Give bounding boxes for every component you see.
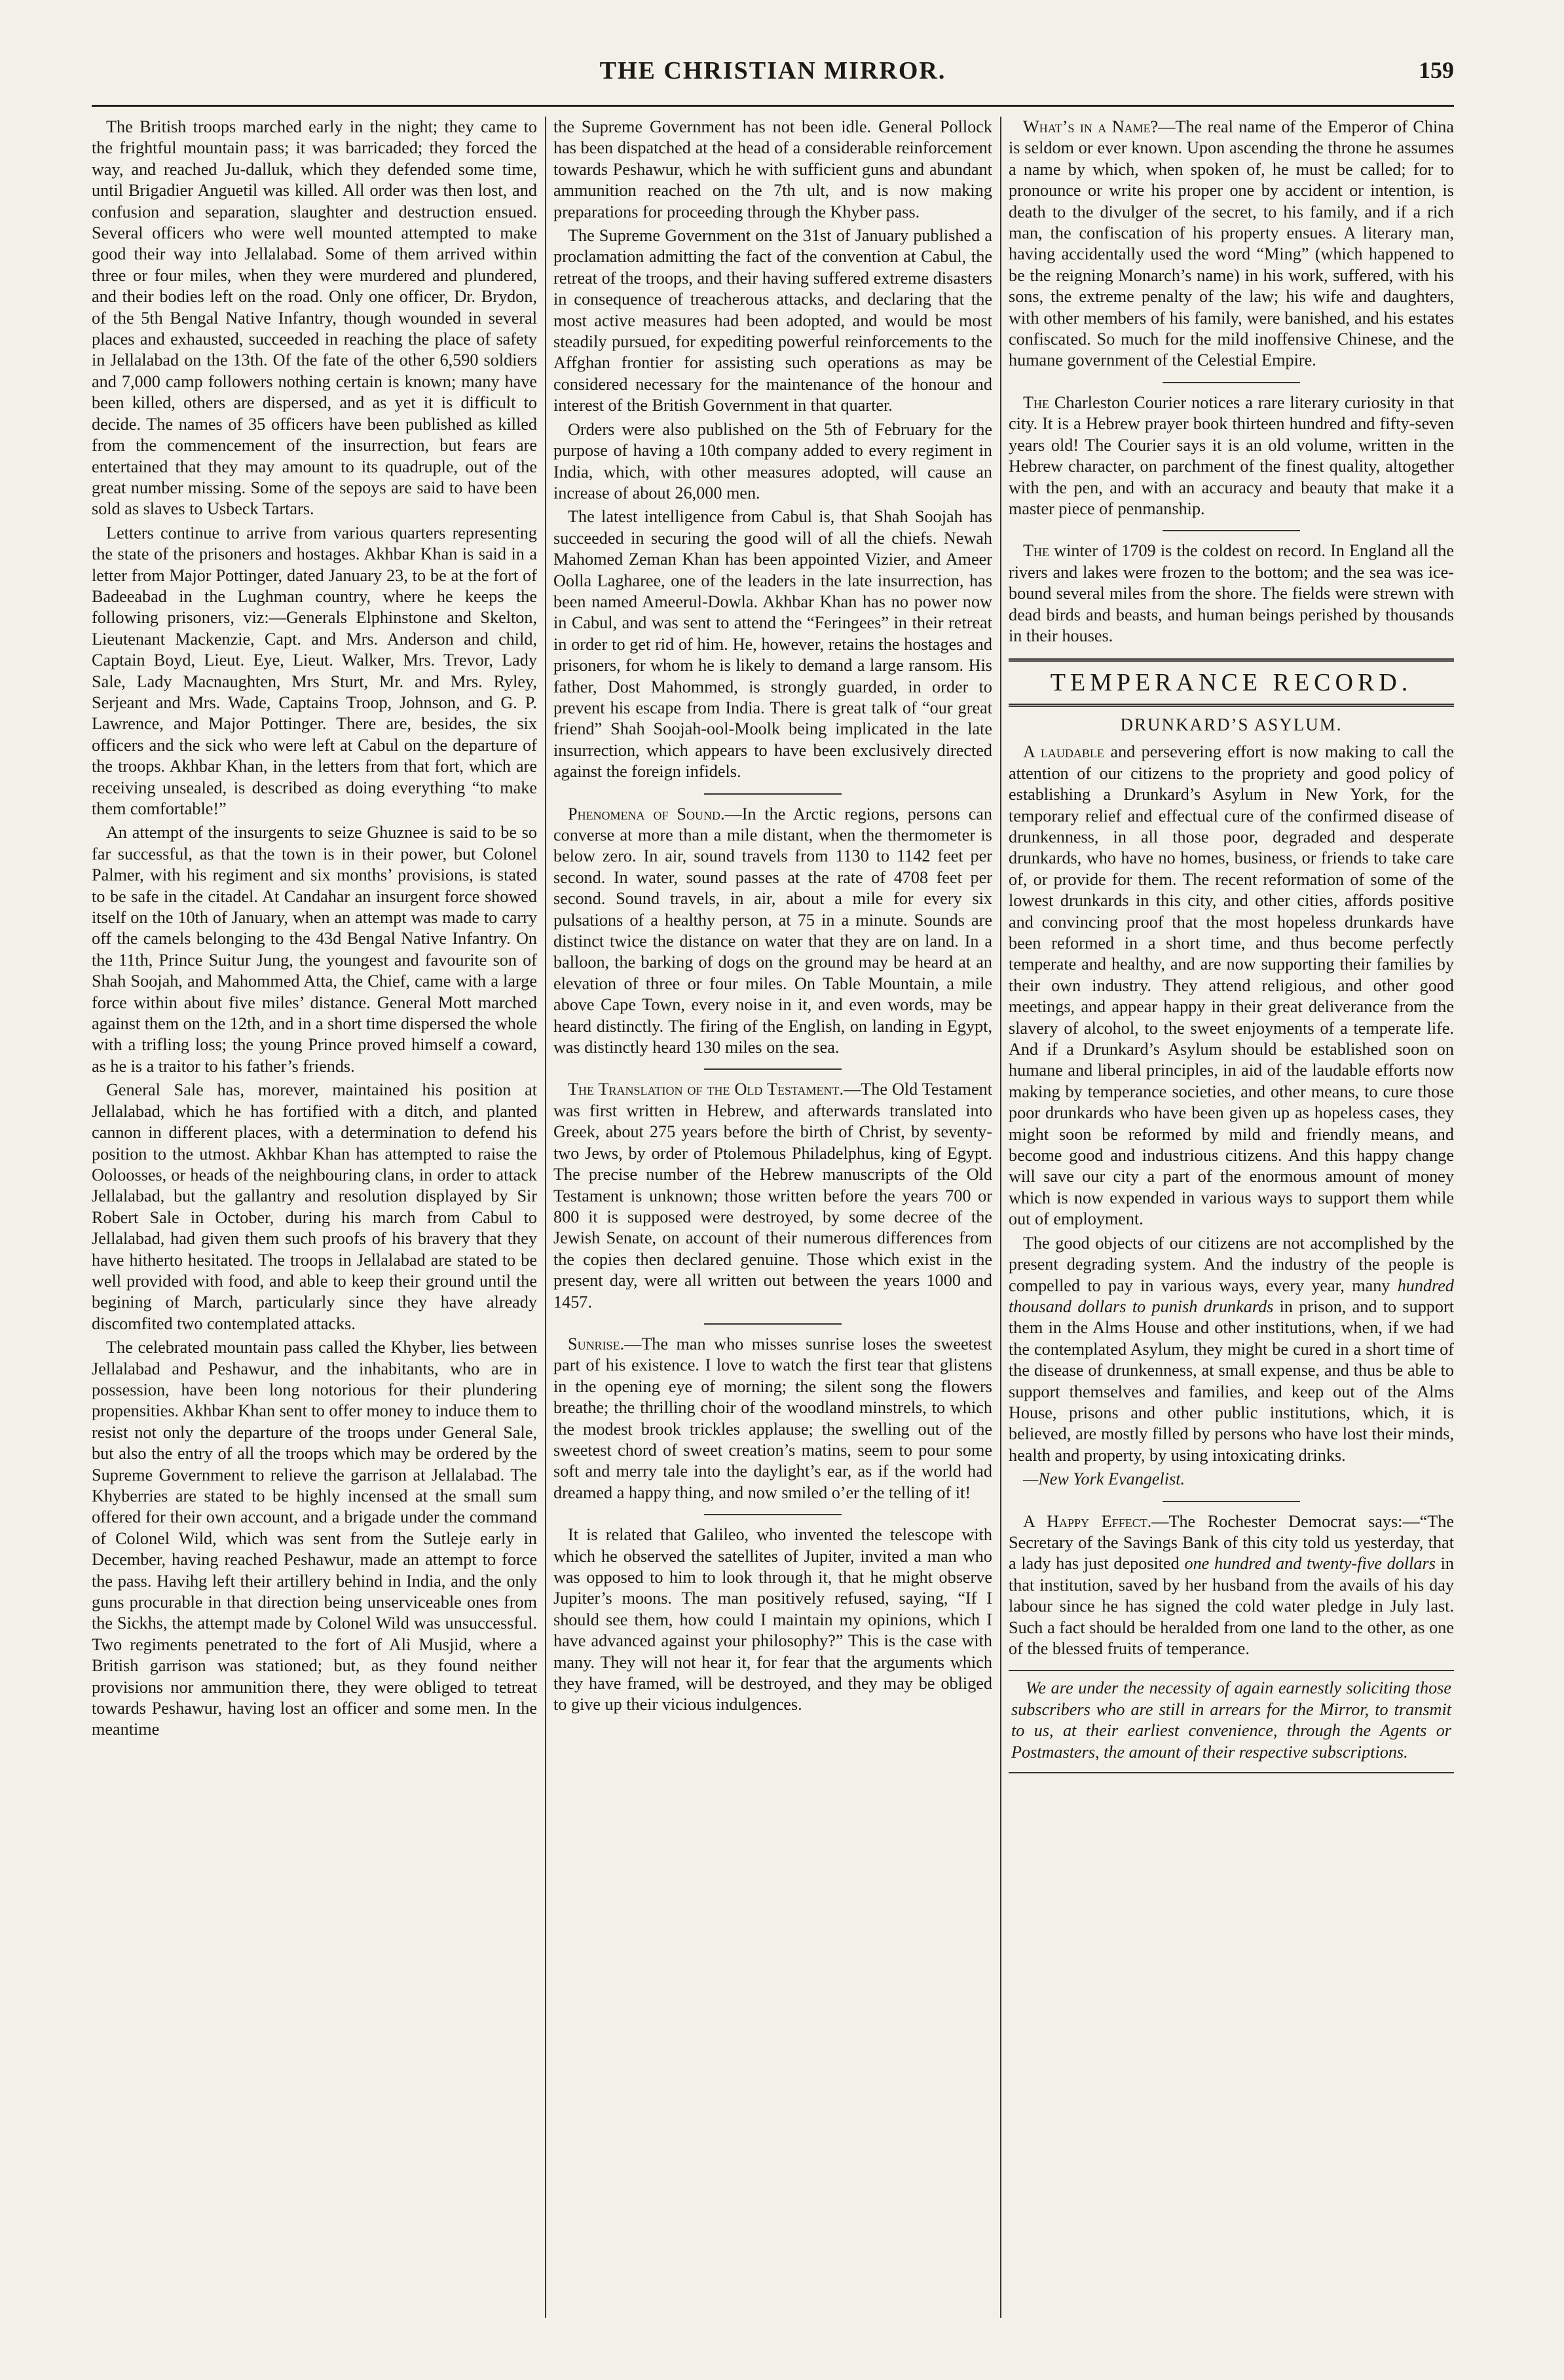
article-paragraph: An attempt of the insurgents to seize Ghuznee is said to be so far successful, as that the town is in their power, but Colonel Palmer, with his regiment and six months’ provisions, is stated to be safe in the citadel. At Candahar an insurgent force showed itself on the 10th of January, when an attempt was made to carry off the camels belonging to the 43d Bengal Native Infantry. On the 11th, Prince Suitur Jung, the youngest and favourite son of Shah Soojah, and Mahommed Atta, the Chief, came with a large force within about five miles’ distance. General Mott marched against them on the 12th, and in a short time dispersed the whole with a trifling loss; the young Prince proved himself a coward, as he is a traitor to his father’s friends. [92,823,537,1076]
article-body: —The man who misses sunrise loses the sweetest part of his existence. I love to watch the first tear that glistens in the opening eye of morning; the silent song the flowers breathe; the thrilling choir of the woodland minstrels, to which the modest brook trickles applause; the swelling out of the sweetest chord of sweet creation’s matins, seem to pour some soft and merry tale into the daylight’s ear, as if the world had dreamed a happy thing, and now smiled o’er the telling of it! [553,1334,992,1502]
masthead [92,51,1454,97]
article-heading: Phenomena of Sound. [568,804,725,823]
article-paragraph: General Sale has, morever, maintained his position at Jellalabad, which he has fortified with a ditch, and planted cannon in different places, with a determination to defend his position to the utmost. Akhbar Khan has attempted to raise the Ooloosses, or heads of the neighbouring clans, in order to attack Jellalabad, but the gallantry and resolution displayed by Sir Robert Sale in October, during his march from Cabul to Jellalabad, had given them such proofs of his bravery that they have hitherto hesitated. The troops in Jellalabad are stated to be well provided with food, and able to keep their ground until the begining of March, particularly since they have already discomfited two contemplated attacks. [92,1080,537,1333]
article-paragraph: The British troops marched early in the night; they came to the frightful mountain pass; it was barricaded; they forced the way, and reached Ju-dalluk, which they defended some time, until Brigadier Anguetil was killed. All order was then lost, and confusion and separation, slaughter and destruction ensued. Several officers who were well mounted attempted to make good their way into Jellalabad. Some of them arrived within three or four miles, when they were murdered and plundered, and their bodies left on the road. Only one officer, Dr. Brydon, of the 5th Bengal Native Infantry, though wounded in several places and exhausted, succeeded in reaching the place of safety in Jellalabad on the 13th. Of the fate of the other 6,590 soldiers and 7,000 camp followers nothing certain is known; many have been killed, others are dispersed, and as yet it is difficult to decide. The names of 35 officers have been published as killed from the commencement of the insurrection, but fears are entertained that they may amount to its quadruple, out of the great number missing. Some of the sepoys are said to have been sold as slaves to Usbeck Tartars. [92,117,537,519]
article-galileo: It is related that Galileo, who invented the telescope with which he observed the satellites of Jupiter, invited a man who was opposed to him to look through it, that he might observe Jupiter’s moons. The man positively refused, saying, “If I should see them, how could I maintain my opinions, which I have advanced against your philosophy?” This is the case with many. They will not hear it, for fear that the arguments which they have framed, will be destroyed, and they may be obliged to give up their vicious indulgences. [553,1525,992,1714]
article-body: Charleston Courier notices a rare literary curiosity in that city. It is a Hebrew prayer book thirteen hundred and fifty-seven years old! The Courier says it is an old volume, written in the Hebrew character, on parchment of the finest quality, altogether with the pen, and with an accuracy and beauty that make it a master piece of penmanship. [1009,392,1454,518]
article-body: in that institution, saved by her husband from the avails of his day labour since he has signed the cold water pledge in July last. Such a fact should be heralded from one land to the other, as one of the blessed fruits of temperance. [1009,1554,1454,1658]
article-asylum-continued [1009,1233,1454,1466]
article-happy-effect [1009,1511,1454,1660]
article-heading: A laudable [1023,742,1104,762]
subscriber-notice [1009,1670,1454,1773]
notice-text: We are under the necessity of again earnestly soliciting those subscribers who are still in arrears for the Mirror, to transmit to us, at their earliest convenience, through the Agents or Postmasters, the amount of their respective subscriptions. [1011,1678,1451,1762]
article-separator [1163,1501,1300,1502]
column-3 [1009,117,1454,2318]
article-separator [704,1514,842,1515]
article-separator [704,793,842,795]
article-name [1009,117,1454,371]
article-separator [704,1068,842,1070]
article-heading: The [1023,541,1049,561]
header-rule [92,105,1454,107]
page-number: 159 [1419,57,1454,83]
article-heading: Sunrise. [568,1334,625,1353]
article-old-testament [553,1079,992,1312]
section-title: TEMPERANCE RECORD. [1050,669,1413,697]
attribution: —New York Evangelist. [1023,1469,1185,1489]
article-body: —The real name of the Emperor of China is seldom or ever known. Upon ascending the throne he assumes a name by which, when spoken of, he must be called; for to pronounce or write his proper one by accident or intention, is death to the divulger of the secret, to his family, and if a rich man, the confiscation of his property ensues. A literary man, having accidentally used the word “Ming” (which happened to be the reigning Monarch’s name) in his work, suffered, with his sons, the extreme penalty of the law; his wife and daughters, with other members of his family, were banished, and his estates confiscated. So much for the mild inoffensive Chinese, and the humane government of the Celestial Empire. [1009,117,1454,370]
article-body: —The Old Testament was first written in Hebrew, and afterwards translated into Greek, about 275 years before the birth of Christ, by seventy-two Jews, by order of Ptolemous Philadelphus, king of Egypt. The precise number of the Hebrew manuscripts of the Old Testament is unknown; those written before the years 700 or 800 it is supposed were destroyed, by some decree of the Jewish Senate, on account of their numerous differences from the copies then declared genuine. Those which exist in the present day, were all written out between the years 1000 and 1457. [553,1080,992,1312]
article-emphasis: one hundred and twenty-five dollars [1184,1554,1436,1574]
article-title: DRUNKARD’S ASYLUM. [1120,715,1343,735]
article-separator [704,1323,842,1325]
article-paragraph: The latest intelligence from Cabul is, that Shah Soojah has succeeded in securing the good will of all the chiefs. Newah Mahomed Zeman Khan has been appointed Vizier, and Ameer Oolla Lagharee, one of the leaders in the late insurrection, has been named Ameerul-Dowla. Akhbar Khan has no power now in Cabul, and was sent to attend the “Feringees” in their retreat in order to get rid of him. He, however, retains the hostages and prisoners, for whom he is likely to demand a large ransom. His father, Dost Mahommed, is strongly guarded, in order to prevent his escape from India. There is great talk of “our great friend” Shah Soojah-ool-Moolk being implicated in the late insurrection, which appears to have been exclusively directed against the foreign infidels. [553,507,992,782]
columns [92,117,1454,2318]
article-sunrise [553,1334,992,1503]
article-heading: What’s in a Name? [1023,117,1159,136]
article-body: winter of 1709 is the coldest on record. In England all the rivers and lakes were frozen to the bottom; and the sea was ice-bound several miles from the shore. The fields were strewn with dead birds and beasts, and human beings perished by thousands in their houses. [1009,541,1454,645]
article-separator [1163,382,1300,383]
article-heading: The Translation of the Old Testament. [568,1080,844,1099]
article-asylum [1009,742,1454,1230]
article-body: in prison, and to support them in the Alms House and other institutions, when, if we had the contemplated Asylum, they might be cured in a short time of the disease of drunkenness, at small expense, and thus be able to support themselves and families, and keep out of the Alms House, prisons and other public institutions, which, it is believed, are mostly filled by persons who have lost their minds, health and property, by using intoxicating drinks. [1009,1296,1454,1465]
section-header [1009,658,1454,707]
article-separator [1163,530,1300,531]
article-paragraph: Letters continue to arrive from various quarters representing the state of the prisoners and hostages. Akhbar Khan is said in a letter from Major Pottinger, dated January 23, to be at the fort of Badeeabad in the Lughman country, where he keeps the following prisoners, viz:—Generals Elphinstone and Skelton, Lieutenant Mackenzie, Capt. and Mrs. Anderson and child, Captain Boyd, Lieut. Eye, Lieut. Walker, Mrs. Trevor, Lady Sale, Lady Macnaughten, Mrs Sturt, Mr. and Mrs. Ryley, Serjeant and Mrs. Wade, Captains Troop, Johnson, and G. P. Lawrence, and Major Pottinger. There are, besides, the six officers and the sick who were left at Cabul on the departure of the troops. Akhbar Khan, in the letters from that fort, which are receiving unsealed, is described as doing everything “to make them comfortable!” [92,523,537,818]
article-prayer-book [1009,392,1454,519]
article-paragraph: The Supreme Government on the 31st of January published a proclamation admitting the fact of the convention at Cabul, the retreat of the troops, and their having suffered extreme disasters in consequence of treacherous attacks, and declaring that the most active measures had been adopted, and would be most steadily pursued, for expediting powerful reinforcements to the Affghan frontier for assisting such operations as may be considered necessary for the maintenance of the honour and interest of the British Government in that quarter. [553,226,992,415]
article-body: —In the Arctic regions, persons can converse at more than a mile distant, when the thermometer is below zero. In air, sound travels from 1130 to 1142 feet per second. In water, sound passes at the rate of 4708 feet per second. Sound travels, in air, about a mile for every six pulsations of a healthy person, at 75 in a minute. Sounds are distinct twice the distance on water that they are on land. In a balloon, the barking of dogs on the ground may be heard at an elevation of three or four miles. On Table Mountain, a mile above Cape Town, every noise in it, and even words, may be heard distinctly. The firing of the English, on landing in Egypt, was distinctly heard 130 miles on the sea. [553,804,992,1057]
article-paragraph: The celebrated mountain pass called the Khyber, lies between Jellalabad and Peshawur, and the inhabitants, who are in possession, have been long notorious for their plundering propensities. Akhbar Khan sent to offer money to induce them to resist not only the departure of the troops under General Sale, but also the entry of all the troops which may be ordered by the Supreme Government to relieve the garrison at Jellalabad. The Khyberries are stated to be highly incensed at the small sum offered for their own account, and a brigade under the command of Colonel Wild, which was sent from the Sutleje early in December, having reached Peshawur, made an attempt to force the pass. Havihg left their artillery behind in India, and the only guns procurable in that direction being unserviceable ones from the Sickhs, the attempt made by Colonel Wild was unsuccessful. Two regiments penetrated to the fort of Ali Musjid, where a British garrison was stationed; but, as they found neither provisions nor ammunition there, they were obliged to tetreat towards Peshawur, having lost an officer and some men. In the meantime [92,1338,537,1739]
article-paragraph: Orders were also published on the 5th of February for the purpose of having a 10th company added to every regiment in India, which, with other measures adopted, will cause an increase of about 26,000 men. [553,419,992,502]
column-2 [553,117,992,2318]
article-body: —The Rochester Democrat says:—“The Secretary of the Savings Bank of this city told us yesterday, that a lady has just deposited [1009,1511,1454,1574]
article-heading: A Happy Effect. [1023,1511,1152,1531]
article-heading: The [1023,392,1049,412]
column-divider [545,117,546,2318]
article-sound [553,804,992,1059]
column-divider [1000,117,1001,2318]
article-body: and persevering effort is now making to call the attention of our citizens to the propriety and good policy of establishing a Drunkard’s Asylum in New York, for the temporary relief and effectual cure of the confirmed disease of drunkenness, in all those poor, degraded and desperate drunkards, who have no homes, business, or friends to take care of, or provide for them. The recent reformation of some of the lowest drunkards in this city, and other cities, affords positive and convincing proof that the most hopeless drunkards have been reformed in a short time, and thus become perfectly temperate and healthy, and are now supporting their families by their own industry. They attend religious, and other good meetings, and appear happy in their great deliverance from the slavery of alcohol, to the sweet enjoyments of a temperate life. And if a Drunkard’s Asylum should be established soon on humane and liberal principles, in aid of the laudable efforts now making by temperance societies, and other means, to cure those poor drunkards who have been given up as hopeless cases, they might soon be reformed by mild and friendly means, and become good and industrious citizens. And this happy change will save our city a part of the enormous amount of money which is now expended in various ways to support them while out of employment. [1009,742,1454,1229]
article-paragraph: the Supreme Government has not been idle. General Pollock has been dispatched at the head of a considerable reinforcement towards Peshawur, which he with sufficient guns and abundant ammunition reached on the 7th ult, and is now making preparations for proceeding through the Khyber pass. [553,117,992,221]
article-body: The good objects of our citizens are not accomplished by the present degrading system. And the industry of the people is compelled to pay in various ways, every year, many [1009,1233,1454,1295]
article-winter [1009,540,1454,647]
page-title: THE CHRISTIAN MIRROR. [599,57,946,85]
column-1 [92,117,537,2318]
article-emphasis: hundred thousand dollars to punish drunkards [1009,1275,1454,1316]
